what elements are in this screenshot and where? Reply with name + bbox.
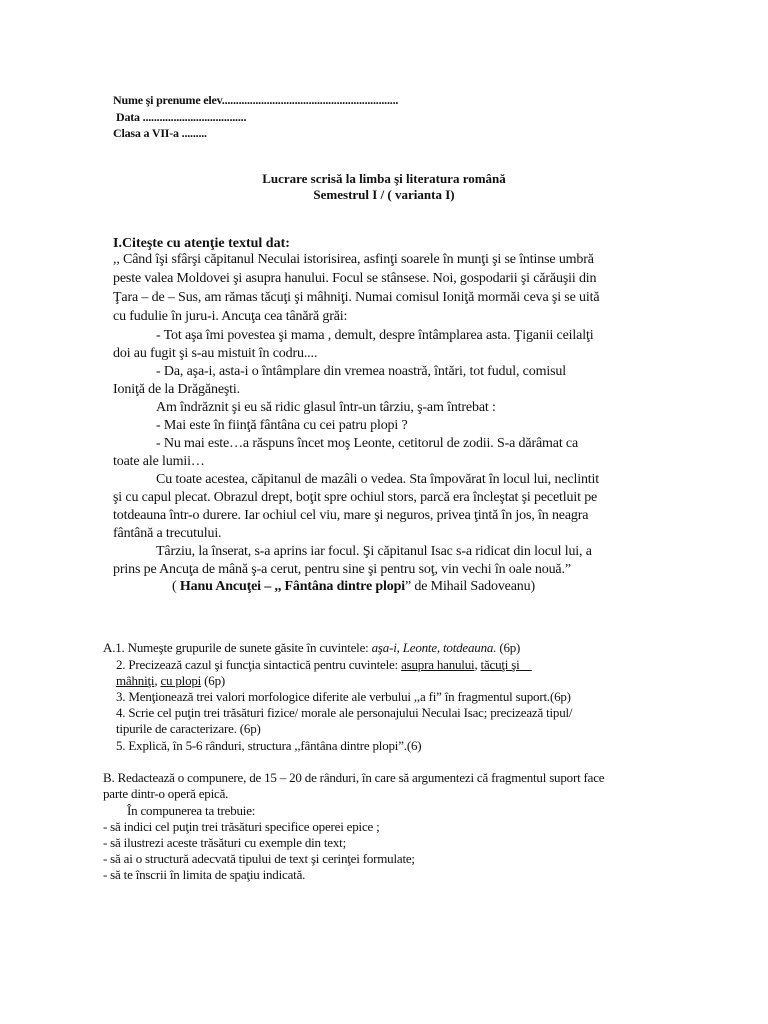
text-source [172, 579, 535, 595]
document-subtitle: Semestrul I / ( varianta I) [313, 187, 455, 202]
text-line: Ioniţă de la Drăgăneşti. [113, 382, 241, 397]
text-line: totdeauna într-o durere. Iar ochiul cel viu, mare şi neguros, privea ţintă în jos, în neagra [113, 508, 589, 523]
task-a4-cont: tipurile de caracterizare. (6p) [116, 721, 261, 736]
task-a2-text: 2. Precizează cazul şi funcţia sintactică pentru cuvintele: [116, 657, 402, 672]
task-a4: 4. Scrie cel puţin trei trăsături fizice/ morale ale personajului Neculai Isac; precizează tipul/ [116, 705, 573, 720]
text-line: - Da, aşa-i, asta-i o întâmplare din vremea noastră, întări, tot fudul, comisul [156, 364, 566, 379]
date-line: Data ..................................... [116, 110, 247, 124]
section1-heading: I.Citeşte cu atenţie textul dat: [113, 236, 290, 251]
text-line: Târziu, la înserat, s-a aprins iar focul. Şi căpitanul Isac s-a ridicat din locul lui, a [156, 544, 592, 559]
task-a1-text: A.1. Numeşte grupurile de sunete găsite în cuvintele: [103, 640, 372, 655]
task-b: B. Redactează o compunere, de 15 – 20 de rânduri, în care să argumentezi că fragmentul suport face [103, 770, 605, 785]
task-a2-cont [116, 673, 225, 689]
task-a1-words: aşa-i, Leonte, totdeauna. [371, 640, 497, 655]
task-a1-points: (6p) [496, 640, 521, 655]
requirement-item: - să te înscrii în limita de spaţiu indicată. [103, 867, 306, 882]
requirement-item: - să indici cel puţin trei trăsături specifice operei epice ; [103, 819, 380, 834]
text-line: cu fudulie în juru-i. Ancuţa cea tânără grăi: [113, 309, 348, 324]
task-b-cont: parte dintr-o operă epică. [103, 786, 229, 801]
task-a2-sep1: , [474, 657, 481, 672]
text-line: peste valea Moldovei şi asupra hanului. Focul se stânsese. Noi, gospodarii şi cărăuşii din [113, 271, 597, 286]
text-line: ,, Când îşi sfârşi căpitanul Neculai istorisirea, asfinţi soarele în munţi şi se întinse umbră [113, 252, 594, 267]
requirement-item: - să ilustrezi aceste trăsături cu exemple din text; [103, 835, 346, 850]
text-line: toate ale lumii… [113, 454, 205, 469]
text-line: - Nu mai este…a răspuns încet moş Leonte, cetitorul de zodii. S-a dărâmat ca [156, 436, 579, 451]
task-a2-sep2: , [154, 673, 161, 688]
task-a1 [103, 640, 520, 656]
text-line: prins pe Ancuţa de mână ş-a cerut, pentru sine şi pentru soţ, vin vechi în oale nouă.” [113, 562, 571, 577]
text-line: - Tot aşa îmi povestea şi mama , demult, despre întâmplarea asta. Ţiganii ceilalţi [156, 328, 594, 343]
student-name-line: Nume şi prenume elev............................................................... [113, 93, 399, 107]
document-title: Lucrare scrisă la limba şi literatura română [262, 171, 506, 186]
text-line: doi au fugit şi s-au mistuit în codru.... [113, 346, 318, 361]
text-line: Cu toate acestea, căpitanul de mazâli o vedea. Sta împovărat în locul lui, neclintit [156, 472, 600, 487]
task-a3: 3. Menţionează trei valori morfologice diferite ale verbului ,,a fi” în fragmentul suport.(6p) [116, 689, 571, 704]
text-line: şi cu capul plecat. Obrazul drept, boţit spre ochiul stors, parcă era încleştat şi pecetluit pe [113, 490, 598, 505]
task-b-intro: În compunerea ta trebuie: [127, 803, 256, 818]
source-open: ( [172, 579, 180, 594]
task-a2-points: (6p) [201, 673, 226, 688]
source-author: ” de Mihail Sadoveanu) [404, 579, 536, 594]
task-a2-word2b: mâhniţi [116, 673, 155, 688]
task-a5: 5. Explică, în 5-6 rânduri, structura ,,fântâna dintre plopi”.(6) [116, 738, 422, 753]
task-a2-word2: tăcuţi şi [480, 657, 520, 672]
text-line: fântână a trecutului. [113, 526, 222, 541]
task-a2-word3: cu plopi [160, 673, 202, 688]
requirement-item: - să ai o structură adecvată tipului de text şi cerinţei formulate; [103, 851, 415, 866]
source-work: Hanu Ancuţei – ,, Fântâna dintre plopi [179, 579, 405, 594]
task-a2-word1: asupra hanului [401, 657, 475, 672]
text-line: Ţara – de – Sus, am rămas tăcuţi şi mâhniţi. Numai comisul Ioniţă mormăi ceva şi se uită [113, 290, 600, 305]
task-a2 [116, 657, 532, 673]
text-line: Am îndrăznit şi eu să ridic glasul într-un târziu, ş-am întrebat : [156, 400, 496, 415]
class-line: Clasa a VII-a ......... [113, 126, 207, 140]
text-line: - Mai este în fiinţă fântâna cu cei patru plopi ? [156, 418, 408, 433]
